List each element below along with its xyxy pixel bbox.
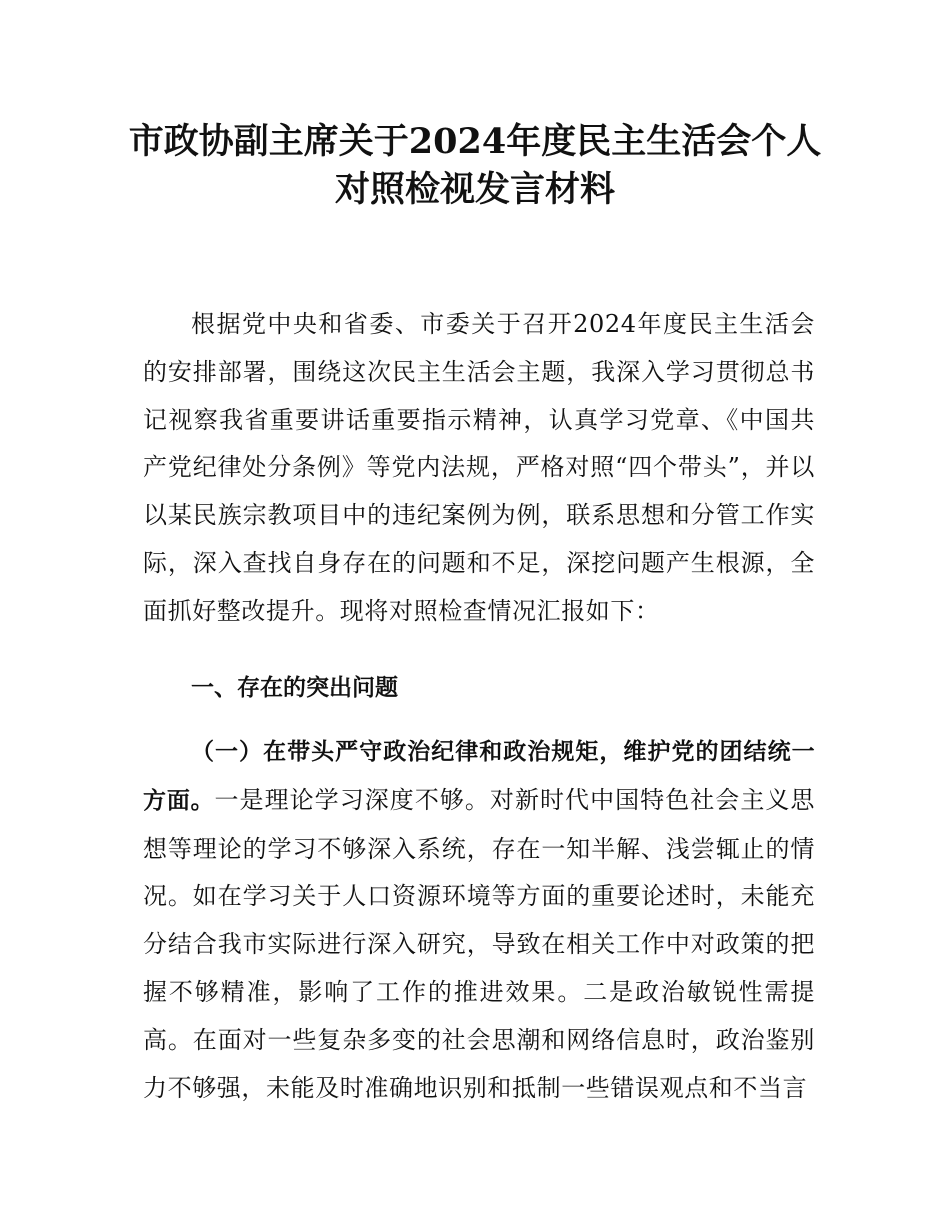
document-title-line-2: 对照检视发言材料 bbox=[334, 169, 615, 210]
section-heading-problems: 一、存在的突出问题 bbox=[191, 675, 398, 701]
subsection-body-text: 一是理论学习深度不够。对新时代中国特色社会主义思想等理论的学习不够深入系统，存在一知半解、浅尝辄止的情况。如在学习关于人口资源环境等方面的重要论述时，未能充分结合我市实际进行深入研究，导致在相关工作中对政策的把握不够精准，影响了工作的推进效果。二是政治敏锐性需提高。在面对一些复杂多变的社会思潮和网络信息时，政治鉴别力不够强，未能及时准确地识别和抵制一些错误观点和不当言 bbox=[143, 785, 815, 1102]
intro-paragraph: 根据党中央和省委、市委关于召开2024年度民主生活会的安排部署，围绕这次民主生活会主题，我深入学习贯彻总书记视察我省重要讲话重要指示精神，认真学习党章、《中国共产党纪律处分条例》等党内法规，严格对照“四个带头”，并以以某民族宗教项目中的违纪案例为例，联系思想和分管工作实际，深入查找自身存在的问题和不足，深挖问题产生根源，全面抓好整改提升。现将对照检查情况汇报如下： bbox=[143, 310, 815, 625]
document-title-line-1: 市政协副主席关于2024年度民主生活会个人 bbox=[128, 121, 822, 162]
subsection-heading-political-discipline: （一）在带头严守政治纪律和政治规矩，维护党的团结统一方面。 bbox=[143, 739, 815, 814]
subsection-paragraph-1 bbox=[143, 728, 815, 1112]
